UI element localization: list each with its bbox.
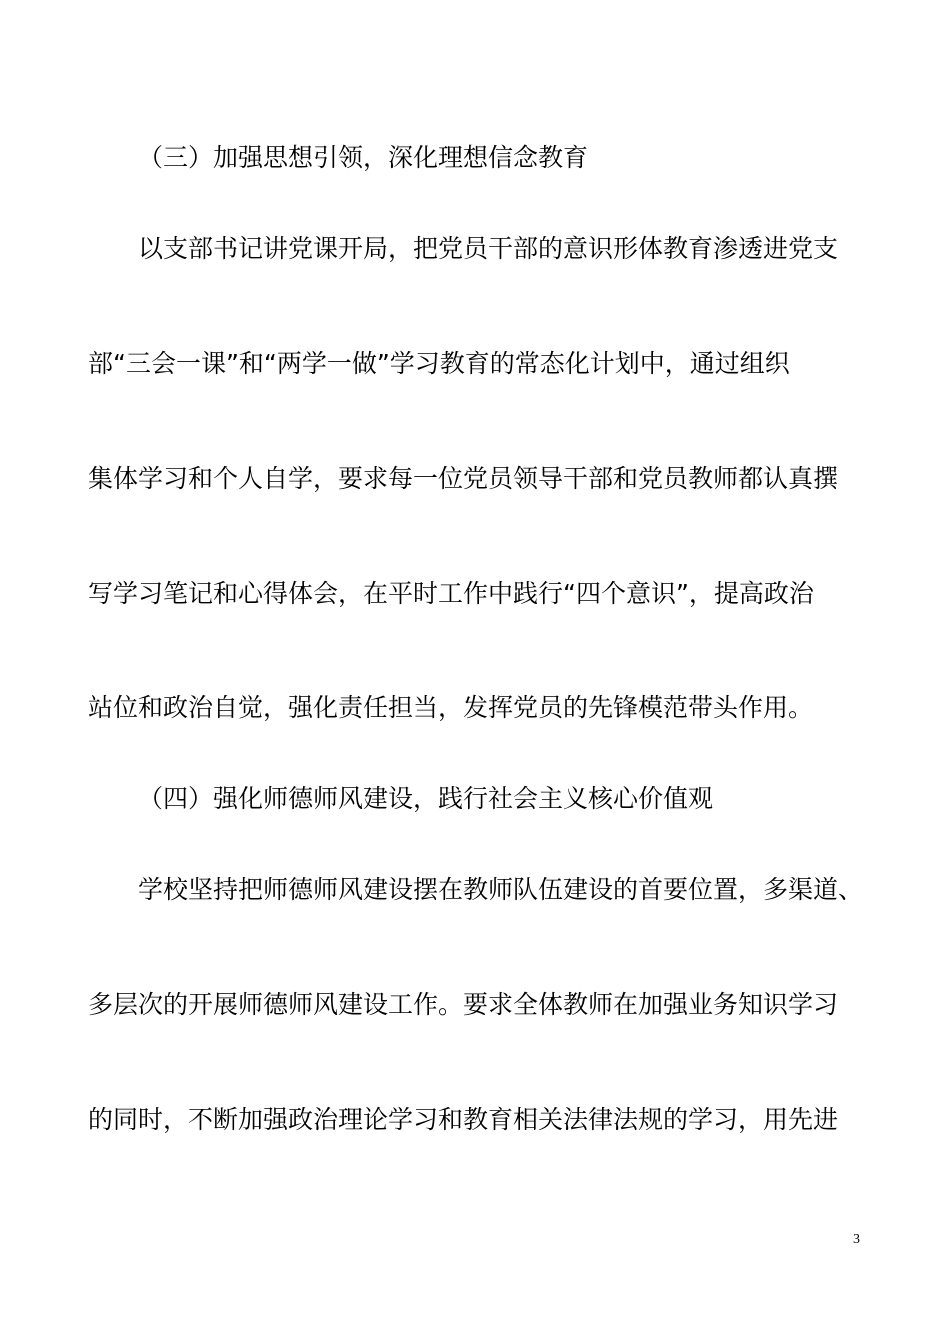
paragraph-line: 写学习笔记和心得体会，在平时工作中践行“四个意识”，提高政治 [88,579,814,608]
paragraph-line: 多层次的开展师德师风建设工作。要求全体教师在加强业务知识学习 [88,990,839,1019]
section-heading-4: （四）强化师德师风建设，践行社会主义核心价值观 [138,784,714,813]
paragraph-line: 的同时，不断加强政治理论学习和教育相关法律法规的学习，用先进 [88,1105,839,1134]
section-heading-3: （三）加强思想引领，深化理想信念教育 [138,143,589,172]
paragraph-line: 学校坚持把师德师风建设摆在教师队伍建设的首要位置，多渠道、 [138,875,864,904]
page-number: 3 [853,1232,860,1247]
paragraph-line: 以支部书记讲党课开局，把党员干部的意识形体教育渗透进党支 [138,234,839,263]
paragraph-line: 部“三会一课”和“两学一做”学习教育的常态化计划中，通过组织 [88,349,790,378]
paragraph-line: 站位和政治自觉，强化责任担当，发挥党员的先锋模范带头作用。 [88,693,814,722]
paragraph-line: 集体学习和个人自学，要求每一位党员领导干部和党员教师都认真撰 [88,464,839,493]
